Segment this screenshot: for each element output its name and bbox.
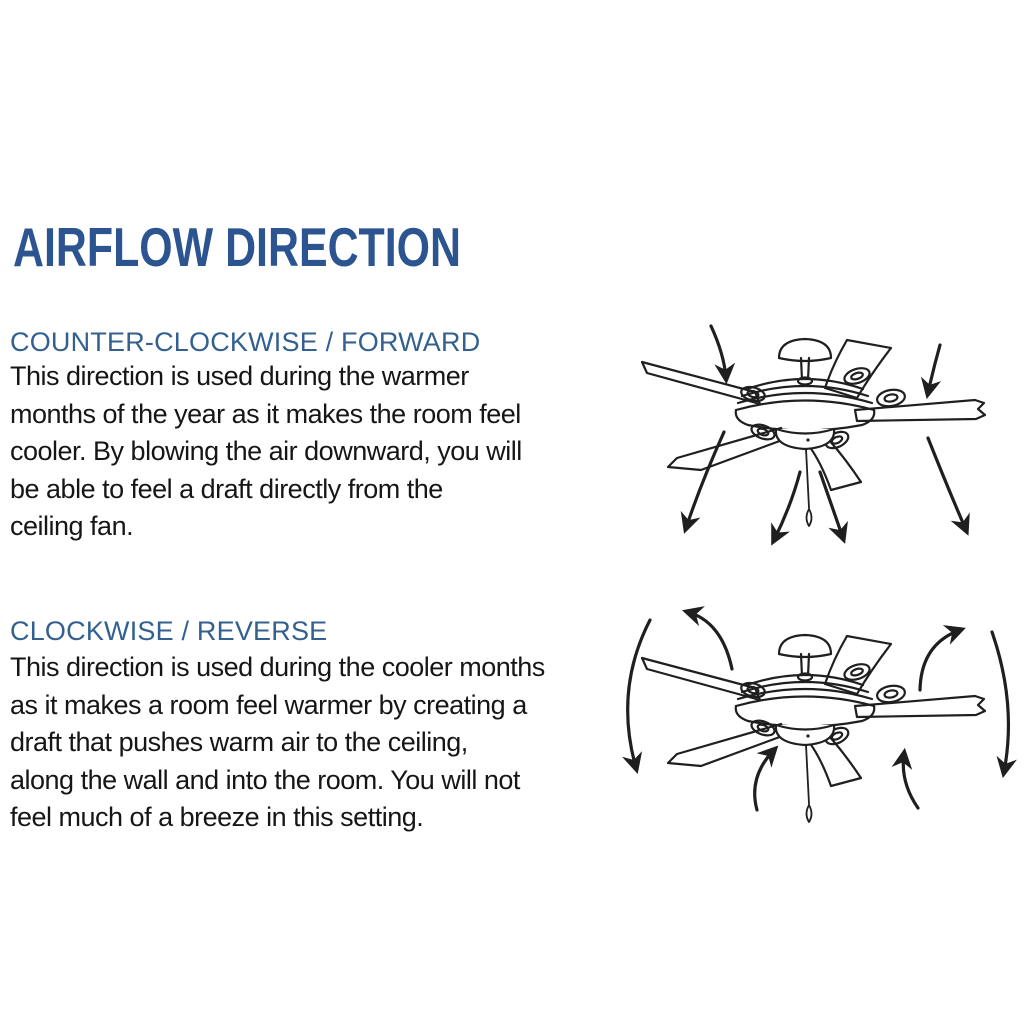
section-forward-heading: COUNTER-CLOCKWISE / FORWARD [10,327,481,357]
down-arrow-icon [928,438,966,530]
paragraph-line: This direction is used during the cooler months [10,652,545,682]
paragraph-line: ceiling fan. [10,511,134,541]
down-arrow-icon [928,345,940,393]
up-curve-arrow-icon [920,630,960,690]
page-title: AIRFLOW DIRECTION [13,215,462,278]
paragraph-line: months of the year as it makes the room feel [10,398,521,429]
down-curve-arrow-icon [992,632,1008,772]
up-arrow-icon [755,750,774,810]
up-arrow-icon [903,754,918,808]
paragraph-line: along the wall and into the room. You will not [10,764,520,795]
paragraph-line: feel much of a breeze in this setting. [10,802,424,832]
section-forward-paragraph [10,358,522,546]
fan-forward-illustration [598,318,1018,580]
ceiling-fan-sketch [642,635,985,822]
section-reverse-heading: CLOCKWISE / REVERSE [10,616,328,646]
ceiling-fan-updraft-icon [598,592,1024,864]
down-arrow-icon [711,326,726,378]
section-reverse-paragraph [10,649,545,837]
ceiling-fan-downdraft-icon [598,318,1018,580]
up-curve-arrow-icon [688,612,732,669]
down-arrow-icon [774,472,800,540]
paragraph-line: cooler. By blowing the air downward, you will [10,436,522,466]
fan-reverse-illustration [598,592,1024,864]
down-curve-arrow-icon [628,620,650,768]
paragraph-line: be able to feel a draft directly from the [10,473,443,504]
paragraph-line: draft that pushes warm air to the ceiling, [10,727,468,757]
paragraph-line: This direction is used during the warmer [10,361,469,391]
down-arrow-icon [686,432,724,528]
paragraph-line: as it makes a room feel warmer by creating a [10,689,527,720]
